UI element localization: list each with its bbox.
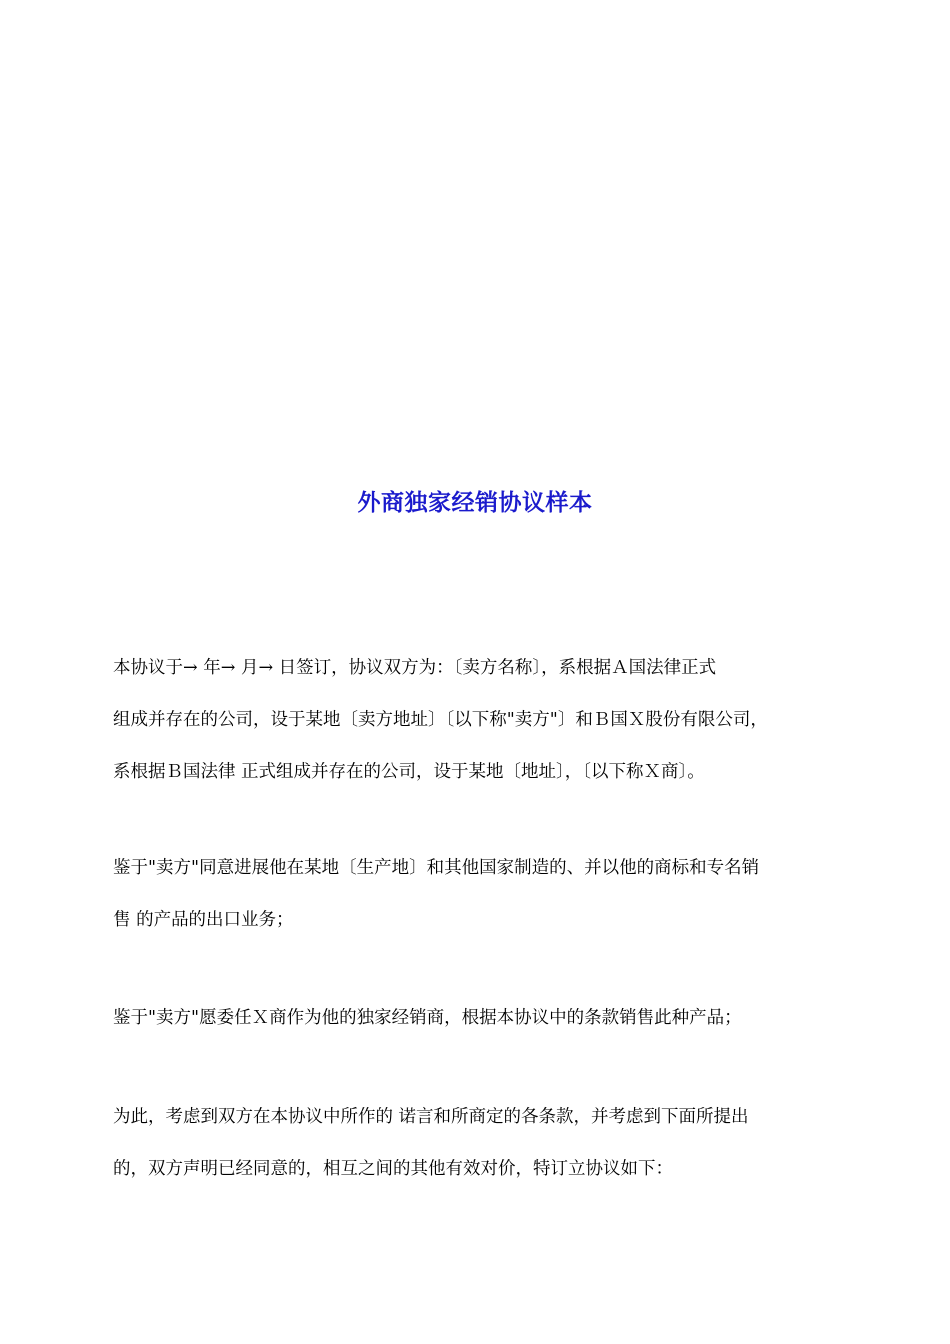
paragraph-line: 本协议于→ 年→ 月→ 日签订，协议双方为：〔卖方名称〕，系根据Ａ国法律正式 [113, 658, 717, 678]
paragraph-line: 鉴于"卖方"同意进展他在某地〔生产地〕和其他国家制造的、并以他的商标和专名销 [113, 858, 760, 878]
paragraph-line: 组成并存在的公司，设于某地〔卖方地址〕〔以下称"卖方"〕和Ｂ国Ｘ股份有限公司， [113, 710, 768, 730]
paragraph-line: 的，双方声明已经同意的，相互之间的其他有效对价，特订立协议如下： [113, 1159, 673, 1179]
paragraph-line: 系根据Ｂ国法律 正式组成并存在的公司，设于某地〔地址〕，〔以下称Ｘ商〕。 [113, 762, 705, 782]
paragraph-line: 为此，考虑到双方在本协议中所作的 诺言和所商定的各条款，并考虑到下面所提出 [113, 1107, 749, 1127]
paragraph-line: 鉴于"卖方"愿委任Ｘ商作为他的独家经销商，根据本协议中的条款销售此种产品； [113, 1008, 742, 1028]
document-title: 外商独家经销协议样本 [357, 489, 593, 516]
paragraph-line: 售 的产品的出口业务； [113, 910, 294, 930]
